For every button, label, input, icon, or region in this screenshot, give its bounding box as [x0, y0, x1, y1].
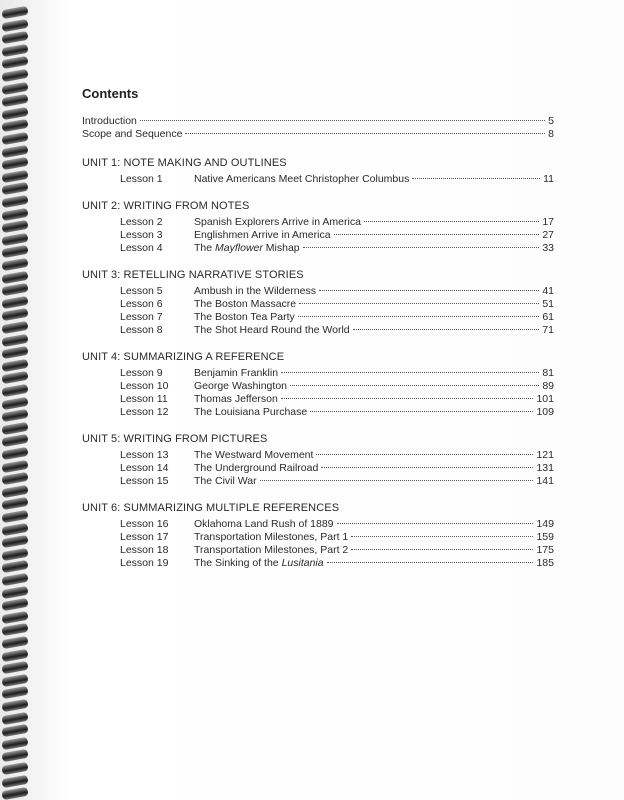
- lesson-title: [194, 298, 296, 311]
- spiral-coil: [1, 573, 28, 586]
- spiral-coil: [1, 258, 28, 271]
- spiral-coil: [1, 296, 28, 309]
- dot-leader: [281, 398, 534, 399]
- page-number: 159: [536, 531, 554, 543]
- lesson-title-text: Thomas Jefferson: [194, 393, 278, 405]
- toc-entry: [82, 115, 554, 128]
- page-number: 61: [542, 311, 554, 323]
- dot-leader: [140, 120, 545, 121]
- lesson-number: Lesson 16: [120, 518, 169, 530]
- dot-leader: [353, 329, 540, 330]
- lesson-number: Lesson 6: [120, 298, 163, 310]
- lesson-title-text: Transportation Milestones, Part 2: [194, 544, 349, 556]
- lesson-title-text: The Underground Railroad: [194, 462, 319, 474]
- dot-leader: [260, 480, 534, 481]
- lesson-title: [194, 367, 278, 380]
- lesson-title-text: The Boston Massacre: [194, 298, 297, 310]
- lesson-entry: [82, 242, 554, 255]
- lesson-entry: [82, 324, 554, 337]
- spiral-coil: [1, 674, 28, 687]
- spiral-coil: [1, 522, 28, 535]
- spiral-coil: [1, 346, 28, 359]
- entry-title: Scope and Sequence: [82, 128, 183, 140]
- toc-entry: [82, 128, 554, 141]
- spiral-binding: [0, 0, 36, 800]
- contents-title: Contents: [82, 86, 139, 101]
- spiral-coil: [1, 359, 28, 372]
- lesson-number: Lesson 7: [120, 311, 163, 323]
- spiral-coil: [1, 396, 28, 409]
- spiral-coil: [1, 18, 28, 31]
- dot-leader: [298, 316, 540, 317]
- lesson-title-text: The Louisiana Purchase: [194, 406, 308, 418]
- spiral-coil: [1, 749, 28, 762]
- lesson-entry: [82, 449, 554, 462]
- spiral-coil: [1, 434, 28, 447]
- page-number: 101: [536, 393, 554, 405]
- lesson-title: [194, 462, 318, 475]
- page-number: 81: [542, 367, 554, 379]
- lesson-entry: [82, 285, 554, 298]
- spiral-coil: [1, 787, 28, 800]
- dot-leader: [299, 303, 539, 304]
- dot-leader: [327, 562, 534, 563]
- spiral-coil: [1, 94, 28, 107]
- dot-leader: [351, 549, 533, 550]
- spiral-coil: [1, 422, 28, 435]
- spiral-coil: [1, 31, 28, 44]
- unit-section: [82, 268, 554, 337]
- dot-leader: [303, 247, 540, 248]
- unit-title: UNIT 6: SUMMARIZING MULTIPLE REFERENCES: [82, 502, 340, 514]
- dot-leader: [185, 133, 545, 134]
- dot-leader: [334, 234, 540, 235]
- spiral-coil: [1, 195, 28, 208]
- spiral-coil: [1, 283, 28, 296]
- lesson-title: [194, 406, 307, 419]
- spiral-coil: [1, 371, 28, 384]
- spiral-coil: [1, 648, 28, 661]
- spiral-coil: [1, 737, 28, 750]
- spiral-coil: [1, 308, 28, 321]
- lesson-entry: [82, 475, 554, 488]
- lesson-title: [194, 173, 409, 186]
- lesson-title-text: The Shot Heard Round the World: [194, 324, 350, 336]
- lesson-number: Lesson 5: [120, 285, 163, 297]
- unit-title: UNIT 2: WRITING FROM NOTES: [82, 200, 250, 212]
- spiral-coil: [1, 636, 28, 649]
- dot-leader: [310, 411, 533, 412]
- dot-leader: [281, 372, 539, 373]
- spiral-coil: [1, 384, 28, 397]
- lesson-entry: [82, 462, 554, 475]
- front-matter-list: [82, 115, 554, 141]
- lesson-title: [194, 285, 316, 298]
- lesson-title: [194, 229, 331, 242]
- page-number: 131: [536, 462, 554, 474]
- lesson-number: Lesson 1: [120, 173, 163, 185]
- spiral-coil: [1, 560, 28, 573]
- lesson-title: [194, 311, 295, 324]
- lesson-entry: [82, 229, 554, 242]
- lesson-number: Lesson 2: [120, 216, 163, 228]
- dot-leader: [290, 385, 539, 386]
- spiral-coil: [1, 598, 28, 611]
- page-number: 41: [542, 285, 554, 297]
- unit-section: [82, 501, 554, 570]
- lesson-title-text: The Westward Movement: [194, 449, 314, 461]
- spiral-coil: [1, 686, 28, 699]
- page-number: 185: [536, 557, 554, 569]
- page-number: 121: [536, 449, 554, 461]
- page-number: 109: [536, 406, 554, 418]
- lesson-number: Lesson 12: [120, 406, 169, 418]
- spiral-coil: [1, 724, 28, 737]
- spiral-coil: [1, 661, 28, 674]
- page-number: 141: [536, 475, 554, 487]
- spiral-coil: [1, 447, 28, 460]
- lesson-title-text: Native Americans Meet Christopher Columbus: [194, 173, 410, 185]
- spiral-coil: [1, 409, 28, 422]
- lesson-entry: [82, 518, 554, 531]
- spiral-coil: [1, 119, 28, 132]
- lesson-entry: [82, 557, 554, 570]
- lesson-title: [194, 531, 348, 544]
- page-number: 89: [542, 380, 554, 392]
- lesson-title-italic: Mayflower: [215, 242, 263, 254]
- lesson-number: Lesson 10: [120, 380, 169, 392]
- spiral-coil: [1, 459, 28, 472]
- lesson-title-text-end: Mishap: [262, 242, 300, 254]
- spiral-coil: [1, 245, 28, 258]
- unit-section: [82, 156, 554, 186]
- lesson-title: [194, 216, 361, 229]
- unit-section: [82, 432, 554, 488]
- dot-leader: [321, 467, 533, 468]
- lesson-entry: [82, 531, 554, 544]
- lesson-number: Lesson 3: [120, 229, 163, 241]
- spiral-coil: [1, 56, 28, 69]
- unit-section: [82, 350, 554, 419]
- lesson-number: Lesson 13: [120, 449, 169, 461]
- spiral-coil: [1, 220, 28, 233]
- spiral-coil: [1, 711, 28, 724]
- lesson-title: [194, 475, 257, 488]
- spiral-coil: [1, 699, 28, 712]
- entry-title: Introduction: [82, 115, 137, 127]
- spiral-coil: [1, 132, 28, 145]
- lesson-title-text: Oklahoma Land Rush of 1889: [194, 518, 334, 530]
- lesson-title-text: The Civil War: [194, 475, 257, 487]
- dot-leader: [364, 221, 539, 222]
- unit-title: UNIT 5: WRITING FROM PICTURES: [82, 433, 268, 445]
- spiral-coil: [1, 321, 28, 334]
- spiral-coil: [1, 774, 28, 787]
- unit-title: UNIT 1: NOTE MAKING AND OUTLINES: [82, 157, 287, 169]
- lesson-title-italic: Lusitania: [281, 557, 324, 569]
- lesson-title-text: Ambush in the Wilderness: [194, 285, 316, 297]
- lesson-title: [194, 324, 350, 337]
- dot-leader: [316, 454, 533, 455]
- spiral-coil: [1, 81, 28, 94]
- spiral-coil: [1, 333, 28, 346]
- lesson-number: Lesson 11: [120, 393, 168, 405]
- page-number: 5: [548, 115, 554, 127]
- lesson-title-text: The Boston Tea Party: [194, 311, 295, 323]
- lesson-number: Lesson 15: [120, 475, 169, 487]
- lesson-title-text: Spanish Explorers Arrive in America: [194, 216, 361, 228]
- spiral-coil: [1, 548, 28, 561]
- lesson-title-text: The: [194, 242, 216, 254]
- lesson-number: Lesson 14: [120, 462, 169, 474]
- page-number: 27: [542, 229, 554, 241]
- spiral-coil: [1, 107, 28, 120]
- spiral-coil: [1, 170, 28, 183]
- lesson-title-text: Transportation Milestones, Part 1: [194, 531, 349, 543]
- spiral-coil: [1, 472, 28, 485]
- lesson-entry: [82, 311, 554, 324]
- spiral-coil: [1, 233, 28, 246]
- lesson-title-text: George Washington: [194, 380, 287, 392]
- lesson-title: [194, 380, 287, 393]
- lesson-entry: [82, 406, 554, 419]
- spiral-coil: [1, 611, 28, 624]
- spiral-coil: [1, 207, 28, 220]
- lesson-entry: [82, 298, 554, 311]
- lesson-title-text: Benjamin Franklin: [194, 367, 279, 379]
- lesson-entry: [82, 367, 554, 380]
- units-list: [82, 156, 554, 570]
- unit-title: UNIT 4: SUMMARIZING A REFERENCE: [82, 351, 285, 363]
- spiral-coil: [1, 510, 28, 523]
- spiral-coil: [1, 535, 28, 548]
- lesson-title: [194, 242, 300, 255]
- spiral-coil: [1, 270, 28, 283]
- page-number: 11: [543, 173, 554, 185]
- lesson-number: Lesson 4: [120, 242, 163, 254]
- lesson-entry: [82, 173, 554, 186]
- page-number: 17: [542, 216, 554, 228]
- dot-leader: [337, 523, 534, 524]
- page-number: 8: [548, 128, 554, 140]
- spiral-coil: [1, 44, 28, 57]
- lesson-title-text: Englishmen Arrive in America: [194, 229, 331, 241]
- spiral-coil: [1, 157, 28, 170]
- lesson-number: Lesson 19: [120, 557, 169, 569]
- spiral-coil: [1, 585, 28, 598]
- unit-title: UNIT 3: RETELLING NARRATIVE STORIES: [82, 269, 304, 281]
- spiral-coil: [1, 497, 28, 510]
- page-number: 51: [542, 298, 554, 310]
- table-of-contents: [82, 86, 554, 583]
- lesson-number: Lesson 8: [120, 324, 163, 336]
- dot-leader: [412, 178, 540, 179]
- lesson-title: [194, 557, 324, 570]
- spiral-coil: [1, 182, 28, 195]
- dot-leader: [319, 290, 539, 291]
- page-number: 33: [542, 242, 554, 254]
- dot-leader: [351, 536, 533, 537]
- unit-section: [82, 199, 554, 255]
- lesson-entry: [82, 216, 554, 229]
- lesson-title: [194, 518, 334, 531]
- lesson-number: Lesson 18: [120, 544, 169, 556]
- lesson-title: [194, 449, 313, 462]
- lesson-entry: [82, 380, 554, 393]
- spiral-coil: [1, 623, 28, 636]
- spiral-coil: [1, 69, 28, 82]
- page-number: 175: [536, 544, 554, 556]
- lesson-title: [194, 393, 278, 406]
- lesson-entry: [82, 393, 554, 406]
- lesson-number: Lesson 17: [120, 531, 169, 543]
- spiral-coil: [1, 485, 28, 498]
- lesson-entry: [82, 544, 554, 557]
- lesson-title: [194, 544, 348, 557]
- spiral-coil: [1, 6, 28, 19]
- lesson-number: Lesson 9: [120, 367, 163, 379]
- page-number: 149: [536, 518, 554, 530]
- page-number: 71: [542, 324, 554, 336]
- spiral-coil: [1, 762, 28, 775]
- spiral-coil: [1, 144, 28, 157]
- lesson-title-text: The Sinking of the: [194, 557, 282, 569]
